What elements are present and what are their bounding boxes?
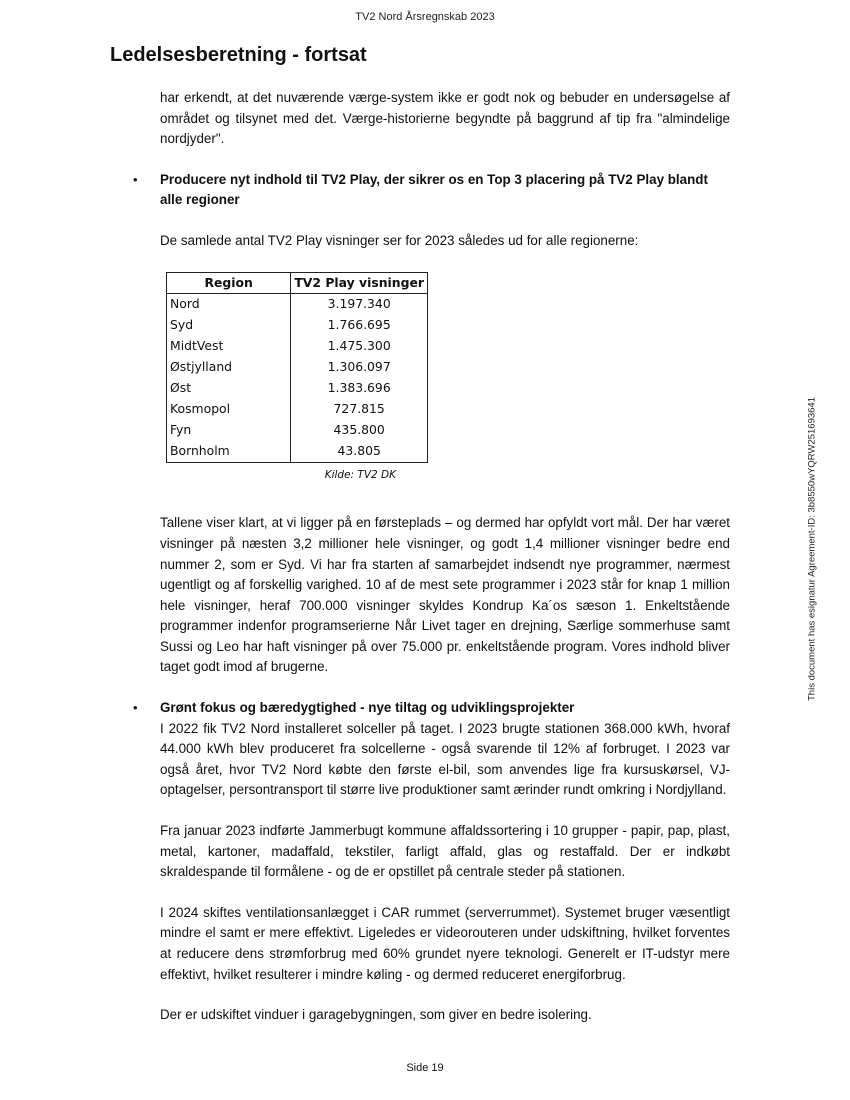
table-row bbox=[167, 420, 428, 441]
page-content bbox=[133, 88, 730, 1026]
bullet-heading: Grønt fokus og bæredygtighed - nye tiltag og udviklingsprojekter bbox=[160, 700, 575, 716]
page-number: Side 19 bbox=[406, 1062, 444, 1074]
green-paragraph-2: Fra januar 2023 indførte Jammerbugt kommune affaldssortering i 10 grupper - papir, pap, plast, metal, kartoner, madaffald, tekstiler, farligt affald, glas og restaffald. Der er indkøbt skraldespande til formålene - og de er opstillet på centrale steder på stationen. bbox=[160, 823, 730, 880]
views-cell: 1.383.696 bbox=[291, 378, 428, 399]
views-cell: 727.815 bbox=[291, 399, 428, 420]
bullet-dot-icon: • bbox=[133, 700, 138, 716]
views-cell: 1.475.300 bbox=[291, 336, 428, 357]
tv2-play-paragraph: Tallene viser klart, at vi ligger på en førsteplads – og dermed har opfyldt vort mål. Der har været visninger på næsten 3,2 millioner hele visninger, og godt 1,4 millioner visninger bedre end nummer 2, som er Syd. Vi har fra starten af samarbejdet indsendt nye programmer, nærmest ugentligt og af forskellig varighed. 10 af de mest sete programmer i 2023 står for knap 1 million hele visninger, heraf 700.000 visninger skyldes Kondrup Ka´os sæson 1. Enkeltstående programmer indenfor programserierne Når Livet tager en drejning, Særlige sommerhuse samt Sussi og Leo har haft visninger på over 75.000 pr. enkeltstående program. Vores indhold bliver taget godt imod af brugerne. bbox=[160, 515, 730, 675]
table-row bbox=[167, 378, 428, 399]
table-row bbox=[167, 441, 428, 462]
table-row bbox=[167, 357, 428, 378]
table-header-row bbox=[167, 272, 428, 294]
views-table-container bbox=[166, 272, 428, 486]
section-title: Ledelsesberetning - fortsat bbox=[110, 44, 367, 66]
bullet-dot-icon: • bbox=[133, 171, 138, 187]
table-row bbox=[167, 294, 428, 315]
region-cell: MidtVest bbox=[167, 336, 291, 357]
region-cell: Østjylland bbox=[167, 357, 291, 378]
table-row bbox=[167, 315, 428, 336]
table-row bbox=[167, 336, 428, 357]
table-header-cell: Region bbox=[167, 272, 291, 294]
page-header: TV2 Nord Årsregnskab 2023 bbox=[355, 11, 495, 23]
region-cell: Fyn bbox=[167, 420, 291, 441]
intro-paragraph: har erkendt, at det nuværende værge-system ikke er godt nok og bebuder en undersøgelse af området og tilsynet med det. Værge-historierne begyndte på baggrund af tip fra "almindelige nordjyder". bbox=[160, 90, 730, 147]
bullet-green-focus bbox=[133, 698, 730, 801]
table-lead-text: De samlede antal TV2 Play visninger ser for 2023 således ud for alle regionerne: bbox=[160, 232, 639, 248]
table-source: Kilde: TV2 DK bbox=[324, 468, 396, 481]
esignatur-note: This document has esignatur Agreement-ID: 3b8550wYQRW251693641 bbox=[806, 396, 818, 702]
views-cell: 435.800 bbox=[291, 420, 428, 441]
table-row bbox=[167, 399, 428, 420]
views-cell: 3.197.340 bbox=[291, 294, 428, 315]
bullet-heading: Producere nyt indhold til TV2 Play, der sikrer os en Top 3 placering på TV2 Play blandt alle regioner bbox=[160, 171, 708, 208]
bullet-tv2-play bbox=[133, 170, 730, 211]
views-cell: 43.805 bbox=[291, 441, 428, 462]
green-paragraph-4: Der er udskiftet vinduer i garagebygningen, som giver en bedre isolering. bbox=[160, 1007, 592, 1023]
green-paragraph-1: I 2022 fik TV2 Nord installeret solceller på taget. I 2023 brugte stationen 368.000 kWh, hvoraf 44.000 kWh blev produceret fra solcellerne - også svarende til 12% af forbruget. I 2023 var også året, hvor TV2 Nord købte den første el-bil, som anvendes lige fra kursuskørsel, VJ-optagelser, persontransport til større live produktioner samt ærinder rundt omkring i Nordjylland. bbox=[160, 720, 730, 798]
region-cell: Nord bbox=[167, 294, 291, 315]
views-cell: 1.766.695 bbox=[291, 315, 428, 336]
region-cell: Syd bbox=[167, 315, 291, 336]
region-cell: Kosmopol bbox=[167, 399, 291, 420]
views-cell: 1.306.097 bbox=[291, 357, 428, 378]
table-header-cell: TV2 Play visninger bbox=[291, 272, 428, 294]
region-cell: Bornholm bbox=[167, 441, 291, 462]
region-cell: Øst bbox=[167, 378, 291, 399]
green-paragraph-3: I 2024 skiftes ventilationsanlægget i CAR rummet (serverrummet). Systemet bruger væsentligt mindre el samt er mere effektivt. Ligeledes er videorouteren under udskiftning, hvilket forventes at reducere dens strømforbrug med 60% grundet nyere teknologi. Generelt er IT-udstyr mere effektivt, hvilket resulterer i mindre køling - og dermed reduceret energiforbrug. bbox=[160, 904, 730, 982]
views-table bbox=[166, 272, 428, 463]
